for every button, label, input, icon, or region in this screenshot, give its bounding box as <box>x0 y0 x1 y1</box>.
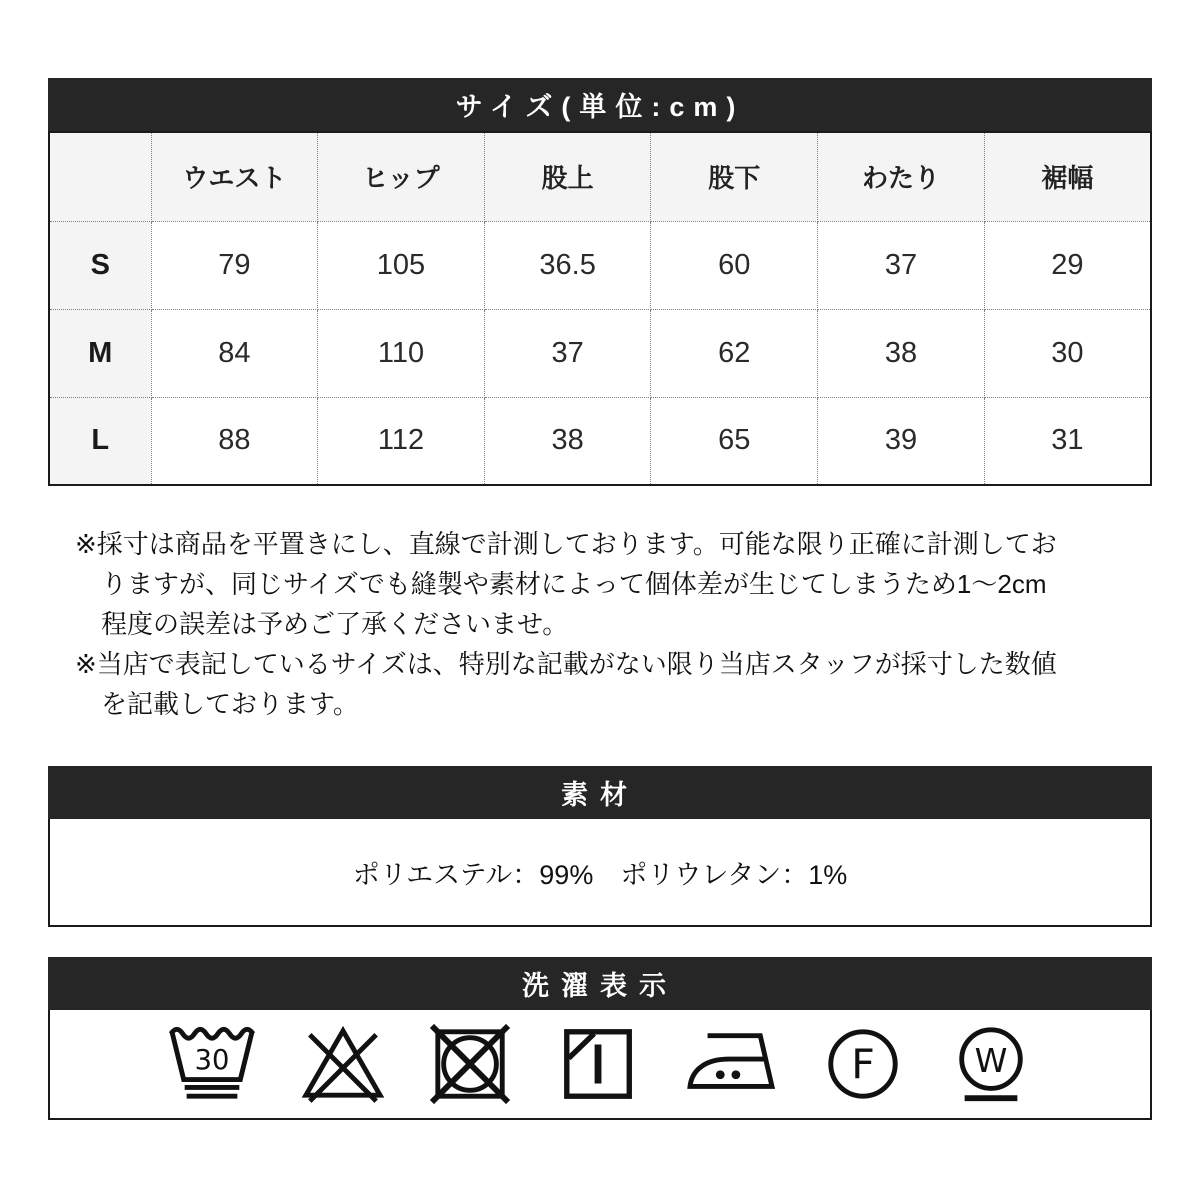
size-table-header-row <box>49 132 1151 221</box>
table-row-size-l <box>49 397 1151 485</box>
note-staff-measured <box>75 644 1065 724</box>
row-label-l: L <box>49 397 151 485</box>
iron-medium-icon <box>680 1023 782 1105</box>
wet-clean-gentle-icon <box>944 1023 1038 1105</box>
material-section-title: 素材 <box>561 780 639 810</box>
cell-s-waist: 79 <box>151 221 318 309</box>
size-section-header <box>48 78 1152 131</box>
wash-30-very-gentle-icon <box>162 1023 262 1105</box>
size-chart-section <box>48 78 1152 486</box>
cell-m-hem: 30 <box>984 309 1151 397</box>
cell-l-hip: 112 <box>318 397 485 485</box>
cell-l-hem: 31 <box>984 397 1151 485</box>
measurement-notes <box>75 524 1065 724</box>
cell-m-inseam: 62 <box>651 309 818 397</box>
column-header-hip: ヒップ <box>318 132 485 221</box>
care-section-header <box>48 957 1152 1010</box>
care-label-section <box>48 957 1152 1120</box>
care-symbols-row <box>48 1010 1152 1120</box>
column-header-waist: ウエスト <box>151 132 318 221</box>
material-section <box>48 766 1152 927</box>
material-composition: ポリエステル：99% ポリウレタン：1% <box>352 859 848 890</box>
note-measurement-accuracy <box>75 524 1065 644</box>
material-content-box <box>48 819 1152 927</box>
cell-s-thigh: 37 <box>818 221 985 309</box>
wet-clean-letter: W <box>974 1040 1008 1080</box>
cell-s-inseam: 60 <box>651 221 818 309</box>
table-row-size-m <box>49 309 1151 397</box>
wash-temperature-label: 30 <box>194 1044 230 1076</box>
column-header-thigh: わたり <box>818 132 985 221</box>
care-section-title: 洗濯表示 <box>522 971 678 1001</box>
dry-clean-letter: F <box>851 1040 875 1089</box>
cell-m-thigh: 38 <box>818 309 985 397</box>
row-label-s: S <box>49 221 151 309</box>
line-dry-in-shade-icon <box>552 1023 646 1105</box>
note-marker: ※ <box>75 529 97 559</box>
do-not-bleach-icon <box>296 1023 390 1105</box>
cell-s-rise: 36.5 <box>484 221 651 309</box>
column-header-hem: 裾幅 <box>984 132 1151 221</box>
column-header-rise: 股上 <box>484 132 651 221</box>
cell-l-thigh: 39 <box>818 397 985 485</box>
cell-l-waist: 88 <box>151 397 318 485</box>
column-header-inseam: 股下 <box>651 132 818 221</box>
size-table-corner-cell <box>49 132 151 221</box>
material-section-header <box>48 766 1152 819</box>
size-section-title: サイズ(単位:cm) <box>455 92 745 122</box>
table-row-size-s <box>49 221 1151 309</box>
cell-m-rise: 37 <box>484 309 651 397</box>
cell-m-hip: 110 <box>318 309 485 397</box>
cell-l-inseam: 65 <box>651 397 818 485</box>
cell-m-waist: 84 <box>151 309 318 397</box>
note-text: 採寸は商品を平置きにし、直線で計測しております。可能な限り正確に計測しておりますが、同じサイズでも縫製や素材によって個体差が生じてしまうため1〜2cm程度の誤差は予めご了承くださいませ。 <box>96 529 1057 639</box>
cell-l-rise: 38 <box>484 397 651 485</box>
row-label-m: M <box>49 309 151 397</box>
cell-s-hip: 105 <box>318 221 485 309</box>
cell-s-hem: 29 <box>984 221 1151 309</box>
dry-clean-petroleum-icon <box>816 1023 910 1105</box>
note-text: 当店で表記しているサイズは、特別な記載がない限り当店スタッフが採寸した数値を記載しております。 <box>96 649 1057 719</box>
note-marker: ※ <box>75 649 97 679</box>
size-table <box>48 131 1152 486</box>
do-not-tumble-dry-icon <box>424 1023 518 1105</box>
